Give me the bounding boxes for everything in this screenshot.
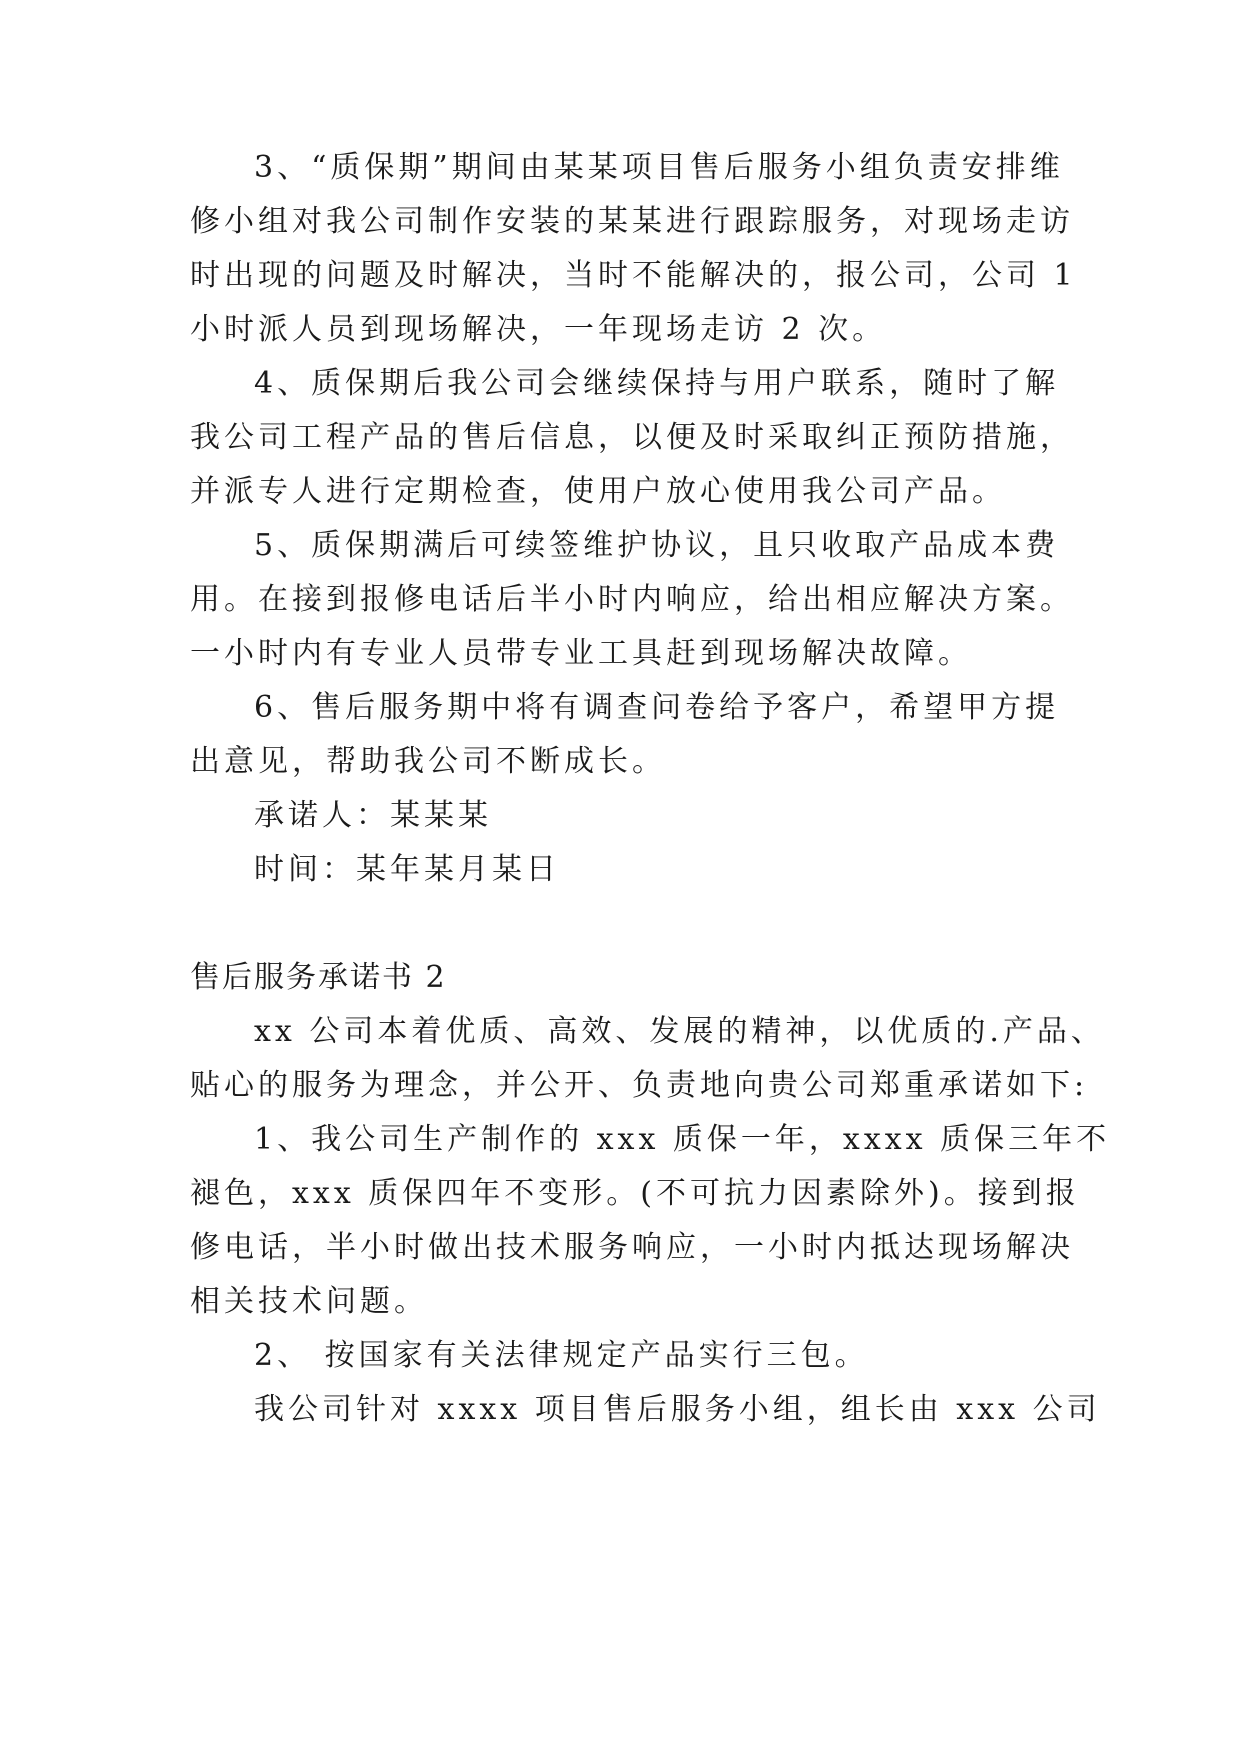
item-1-line-1: 1、我公司生产制作的 xxx 质保一年，xxxx 质保三年不 xyxy=(254,1122,1111,1157)
promisor-line: 承诺人：某某某 xyxy=(254,798,492,833)
paragraph-5-line-2: 用。在接到报修电话后半小时内响应，给出相应解决方案。 xyxy=(190,582,1074,617)
paragraph-5-line-1: 5、质保期满后可续签维护协议，且只收取产品成本费 xyxy=(254,528,1060,563)
team-line-1: 我公司针对 xxxx 项目售后服务小组，组长由 xxx 公司 xyxy=(254,1392,1101,1427)
item-1-line-3: 修电话，半小时做出技术服务响应，一小时内抵达现场解决 xyxy=(190,1230,1074,1265)
paragraph-5-line-3: 一小时内有专业人员带专业工具赶到现场解决故障。 xyxy=(190,636,972,671)
paragraph-4-line-2: 我公司工程产品的售后信息，以便及时采取纠正预防措施， xyxy=(190,420,1074,455)
paragraph-3-line-4: 小时派人员到现场解决，一年现场走访 2 次。 xyxy=(190,312,887,347)
date-line: 时间：某年某月某日 xyxy=(254,852,560,887)
section-title: 售后服务承诺书 2 xyxy=(190,960,447,995)
paragraph-4-line-3: 并派专人进行定期检查，使用户放心使用我公司产品。 xyxy=(190,474,1006,509)
paragraph-3-line-1: 3、“质保期”期间由某某项目售后服务小组负责安排维 xyxy=(254,150,1064,185)
intro-line-1: xx 公司本着优质、高效、发展的精神，以优质的.产品、 xyxy=(254,1014,1105,1049)
paragraph-3-line-2: 修小组对我公司制作安装的某某进行跟踪服务，对现场走访 xyxy=(190,204,1074,239)
paragraph-6-line-1: 6、售后服务期中将有调查问卷给予客户，希望甲方提 xyxy=(254,690,1060,725)
paragraph-3-line-3: 时出现的问题及时解决，当时不能解决的，报公司，公司 1 xyxy=(190,258,1077,293)
paragraph-4-line-1: 4、质保期后我公司会继续保持与用户联系，随时了解 xyxy=(254,366,1060,401)
item-2-line-1: 2、 按国家有关法律规定产品实行三包。 xyxy=(254,1338,869,1373)
paragraph-6-line-2: 出意见，帮助我公司不断成长。 xyxy=(190,744,666,779)
item-1-line-4: 相关技术问题。 xyxy=(190,1284,428,1319)
intro-line-2: 贴心的服务为理念，并公开、负责地向贵公司郑重承诺如下: xyxy=(190,1068,1089,1103)
item-1-line-2: 褪色，xxx 质保四年不变形。(不可抗力因素除外)。接到报 xyxy=(190,1176,1080,1211)
